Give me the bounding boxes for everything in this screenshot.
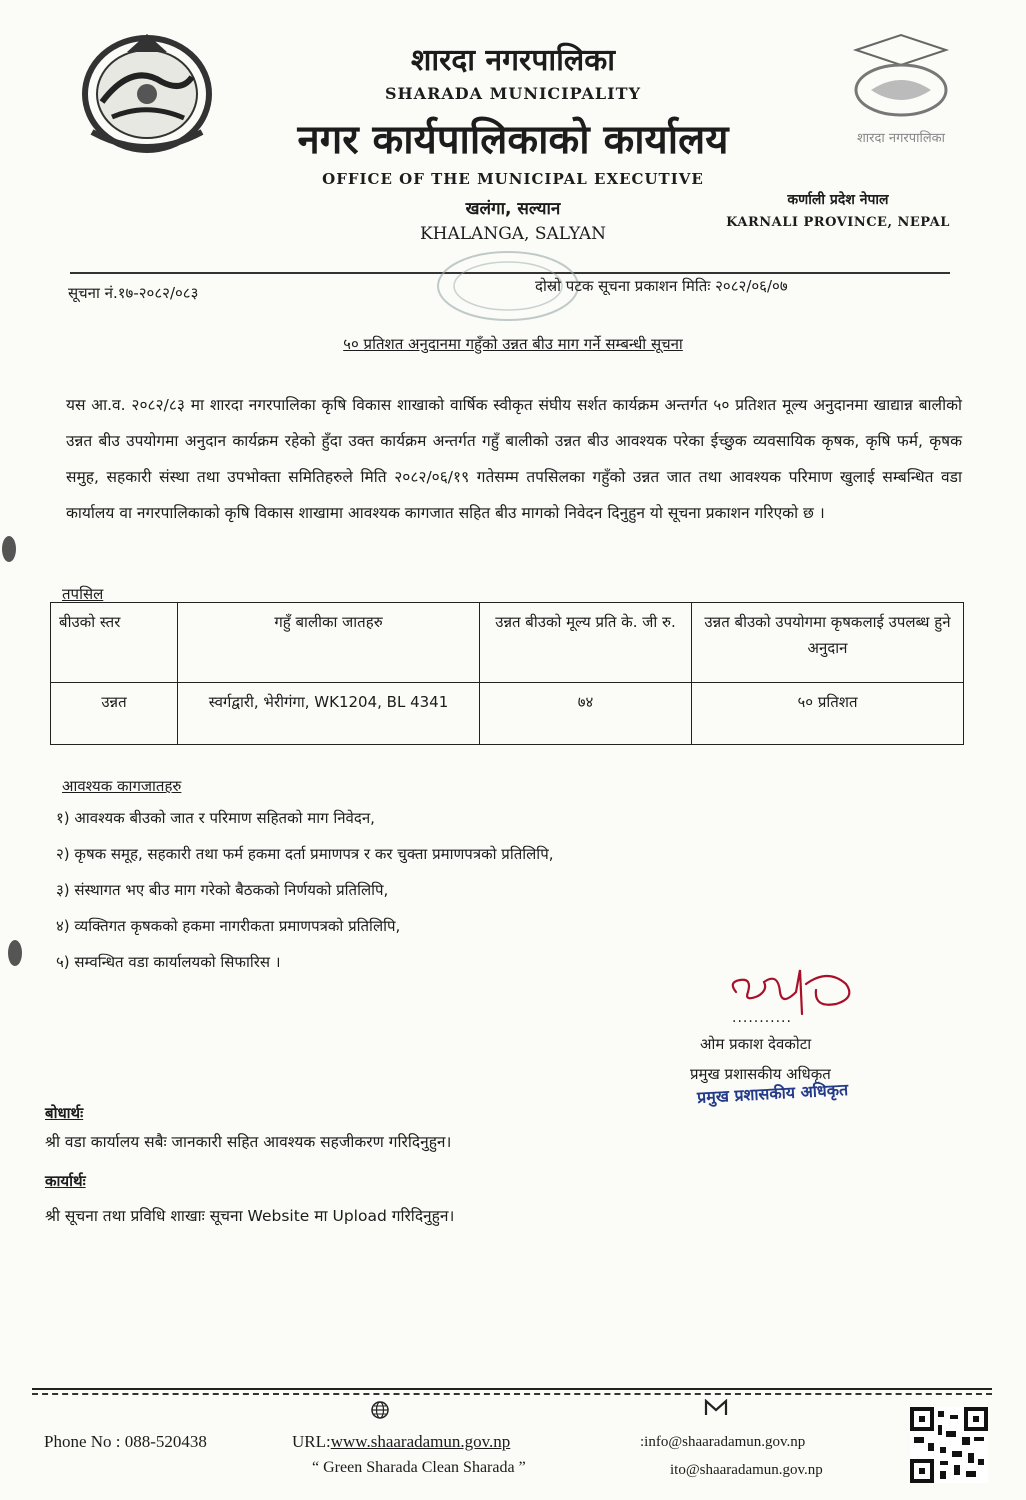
documents-title: आवश्यक कागजातहरु bbox=[62, 777, 182, 795]
signature-dots: ........... bbox=[732, 1010, 792, 1026]
footer-divider-dashed bbox=[32, 1393, 992, 1395]
list-item: ४) व्यक्तिगत कृषकको हकमा नागरीकता प्रमाणपत्रको प्रतिलिपि, bbox=[56, 917, 401, 935]
province-en: KARNALI PROVINCE, NEPAL bbox=[726, 215, 950, 230]
signatory-stamp: प्रमुख प्रशासकीय अधिकृत bbox=[696, 1080, 849, 1107]
punch-hole-top bbox=[2, 536, 16, 562]
documents-list bbox=[56, 800, 553, 980]
website-link[interactable]: www.shaaradamun.gov.np bbox=[330, 1432, 511, 1451]
office-name-np: नगर कार्यपालिकाको कार्यालय bbox=[297, 117, 729, 163]
table-header-cell: उन्नत बीउको मूल्य प्रति के. जी रु. bbox=[480, 603, 692, 683]
list-item: १) आवश्यक बीउको जात र परिमाण सहितको माग निवेदन, bbox=[56, 809, 375, 827]
org-name-np: शारदा नगरपालिका bbox=[410, 43, 616, 78]
table-header-cell: उन्नत बीउको उपयोगमा कृषकलाई उपलब्ध हुने अनुदान bbox=[692, 603, 964, 683]
action-text: श्री सूचना तथा प्रविधि शाखाः सूचना Website मा Upload गरिदिनुहुन। bbox=[45, 1207, 455, 1225]
globe-icon bbox=[370, 1400, 390, 1420]
action-title: कार्यार्थः bbox=[45, 1172, 86, 1190]
signatory-title: प्रमुख प्रशासकीय अधिकृत bbox=[690, 1065, 831, 1083]
info-title: बोधार्थः bbox=[45, 1104, 84, 1122]
punch-hole-bottom bbox=[8, 940, 22, 966]
footer-email-ito[interactable]: ito@shaaradamun.gov.np bbox=[670, 1462, 823, 1478]
publish-date: दोस्रो पटक सूचना प्रकाशन मितिः २०८२/०६/०७ bbox=[535, 277, 788, 295]
list-item: ५) सम्वन्धित वडा कार्यालयको सिफारिस । bbox=[56, 953, 281, 971]
logo-right-text: शारदा नगरपालिका bbox=[856, 131, 946, 146]
location-en: KHALANGA, SALYAN bbox=[419, 224, 607, 244]
footer-url bbox=[292, 1432, 510, 1452]
notice-subject: ५० प्रतिशत अनुदानमा गहुँको उन्नत बीउ माग गर्ने सम्बन्धी सूचना bbox=[343, 335, 683, 353]
table-title: तपसिल bbox=[62, 585, 104, 603]
province-np: कर्णाली प्रदेश नेपाल bbox=[787, 192, 889, 208]
table-header-cell: गहुँ बालीका जातहरु bbox=[178, 603, 480, 683]
notice-body: यस आ.व. २०८२/८३ मा शारदा नगरपालिका कृषि विकास शाखाको वार्षिक स्वीकृत संघीय सर्शत कार्यक्रम अन्तर्गत ५० प्रतिशत मूल्य अनुदानमा खाद्यान्न बालीको उन्नत बीउ उपयोगमा अनुदान कार्यक्रम रहेको हुँदा उक्त कार्यक्रम अन्तर्गत गहुँ बालीको उन्नत बीउ आवश्यक परेका ईच्छुक व्यवसायिक कृषक, कृषि फर्म, कृषक समुह, सहकारी संस्था तथा उपभोक्ता समितिहरुले मिति २०८२/०६/१९ गतेसम्म तपसिलका गहुँको उन्नत जात तथा आवश्यक परिमाण खुलाई सम्बन्धित वडा कार्यालय वा नगरपालिकाको कृषि विकास शाखामा आवश्यक कागजात सहित बीउ मागको निवेदन दिनुहुन यो सूचना प्रकाशन गरिएको छ । bbox=[66, 396, 962, 522]
seed-table bbox=[50, 602, 964, 745]
table-cell: उन्नत bbox=[51, 683, 178, 745]
table-row bbox=[51, 683, 964, 745]
org-name-en: SHARADA MUNICIPALITY bbox=[385, 84, 641, 103]
info-text: श्री वडा कार्यालय सबैः जानकारी सहित आवश्यक सहजीकरण गरिदिनुहुन। bbox=[45, 1133, 452, 1151]
location-np: खलंगा, सल्यान bbox=[465, 199, 561, 219]
footer-email-info[interactable]: :info@shaaradamun.gov.np bbox=[640, 1434, 806, 1450]
office-name-en: OFFICE OF THE MUNICIPAL EXECUTIVE bbox=[322, 170, 704, 188]
table-header-cell: बीउको स्तर bbox=[51, 603, 178, 683]
table-cell: ७४ bbox=[480, 683, 692, 745]
notice-ref-no: सूचना नं.१७-२०८२/०८३ bbox=[68, 284, 199, 302]
list-item: २) कृषक समूह, सहकारी तथा फर्म हकमा दर्ता प्रमाणपत्र र कर चुक्ता प्रमाणपत्रको प्रतिलिपि, bbox=[56, 845, 554, 863]
footer-divider bbox=[32, 1388, 992, 1390]
url-label: URL: bbox=[292, 1432, 331, 1451]
table-header-row bbox=[51, 603, 964, 683]
mail-icon bbox=[704, 1399, 728, 1417]
qr-code-icon bbox=[910, 1407, 988, 1483]
list-item: ३) संस्थागत भए बीउ माग गरेको बैठकको निर्णयको प्रतिलिपि, bbox=[56, 881, 389, 899]
footer-slogan: “ Green Sharada Clean Sharada ” bbox=[312, 1459, 526, 1476]
table-cell: ५० प्रतिशत bbox=[692, 683, 964, 745]
table-cell: स्वर्गद्वारी, भेरीगंगा, WK1204, BL 4341 bbox=[178, 683, 480, 745]
signatory-name: ओम प्रकाश देवकोटा bbox=[700, 1035, 812, 1053]
footer-phone: Phone No : 088-520438 bbox=[44, 1432, 207, 1451]
